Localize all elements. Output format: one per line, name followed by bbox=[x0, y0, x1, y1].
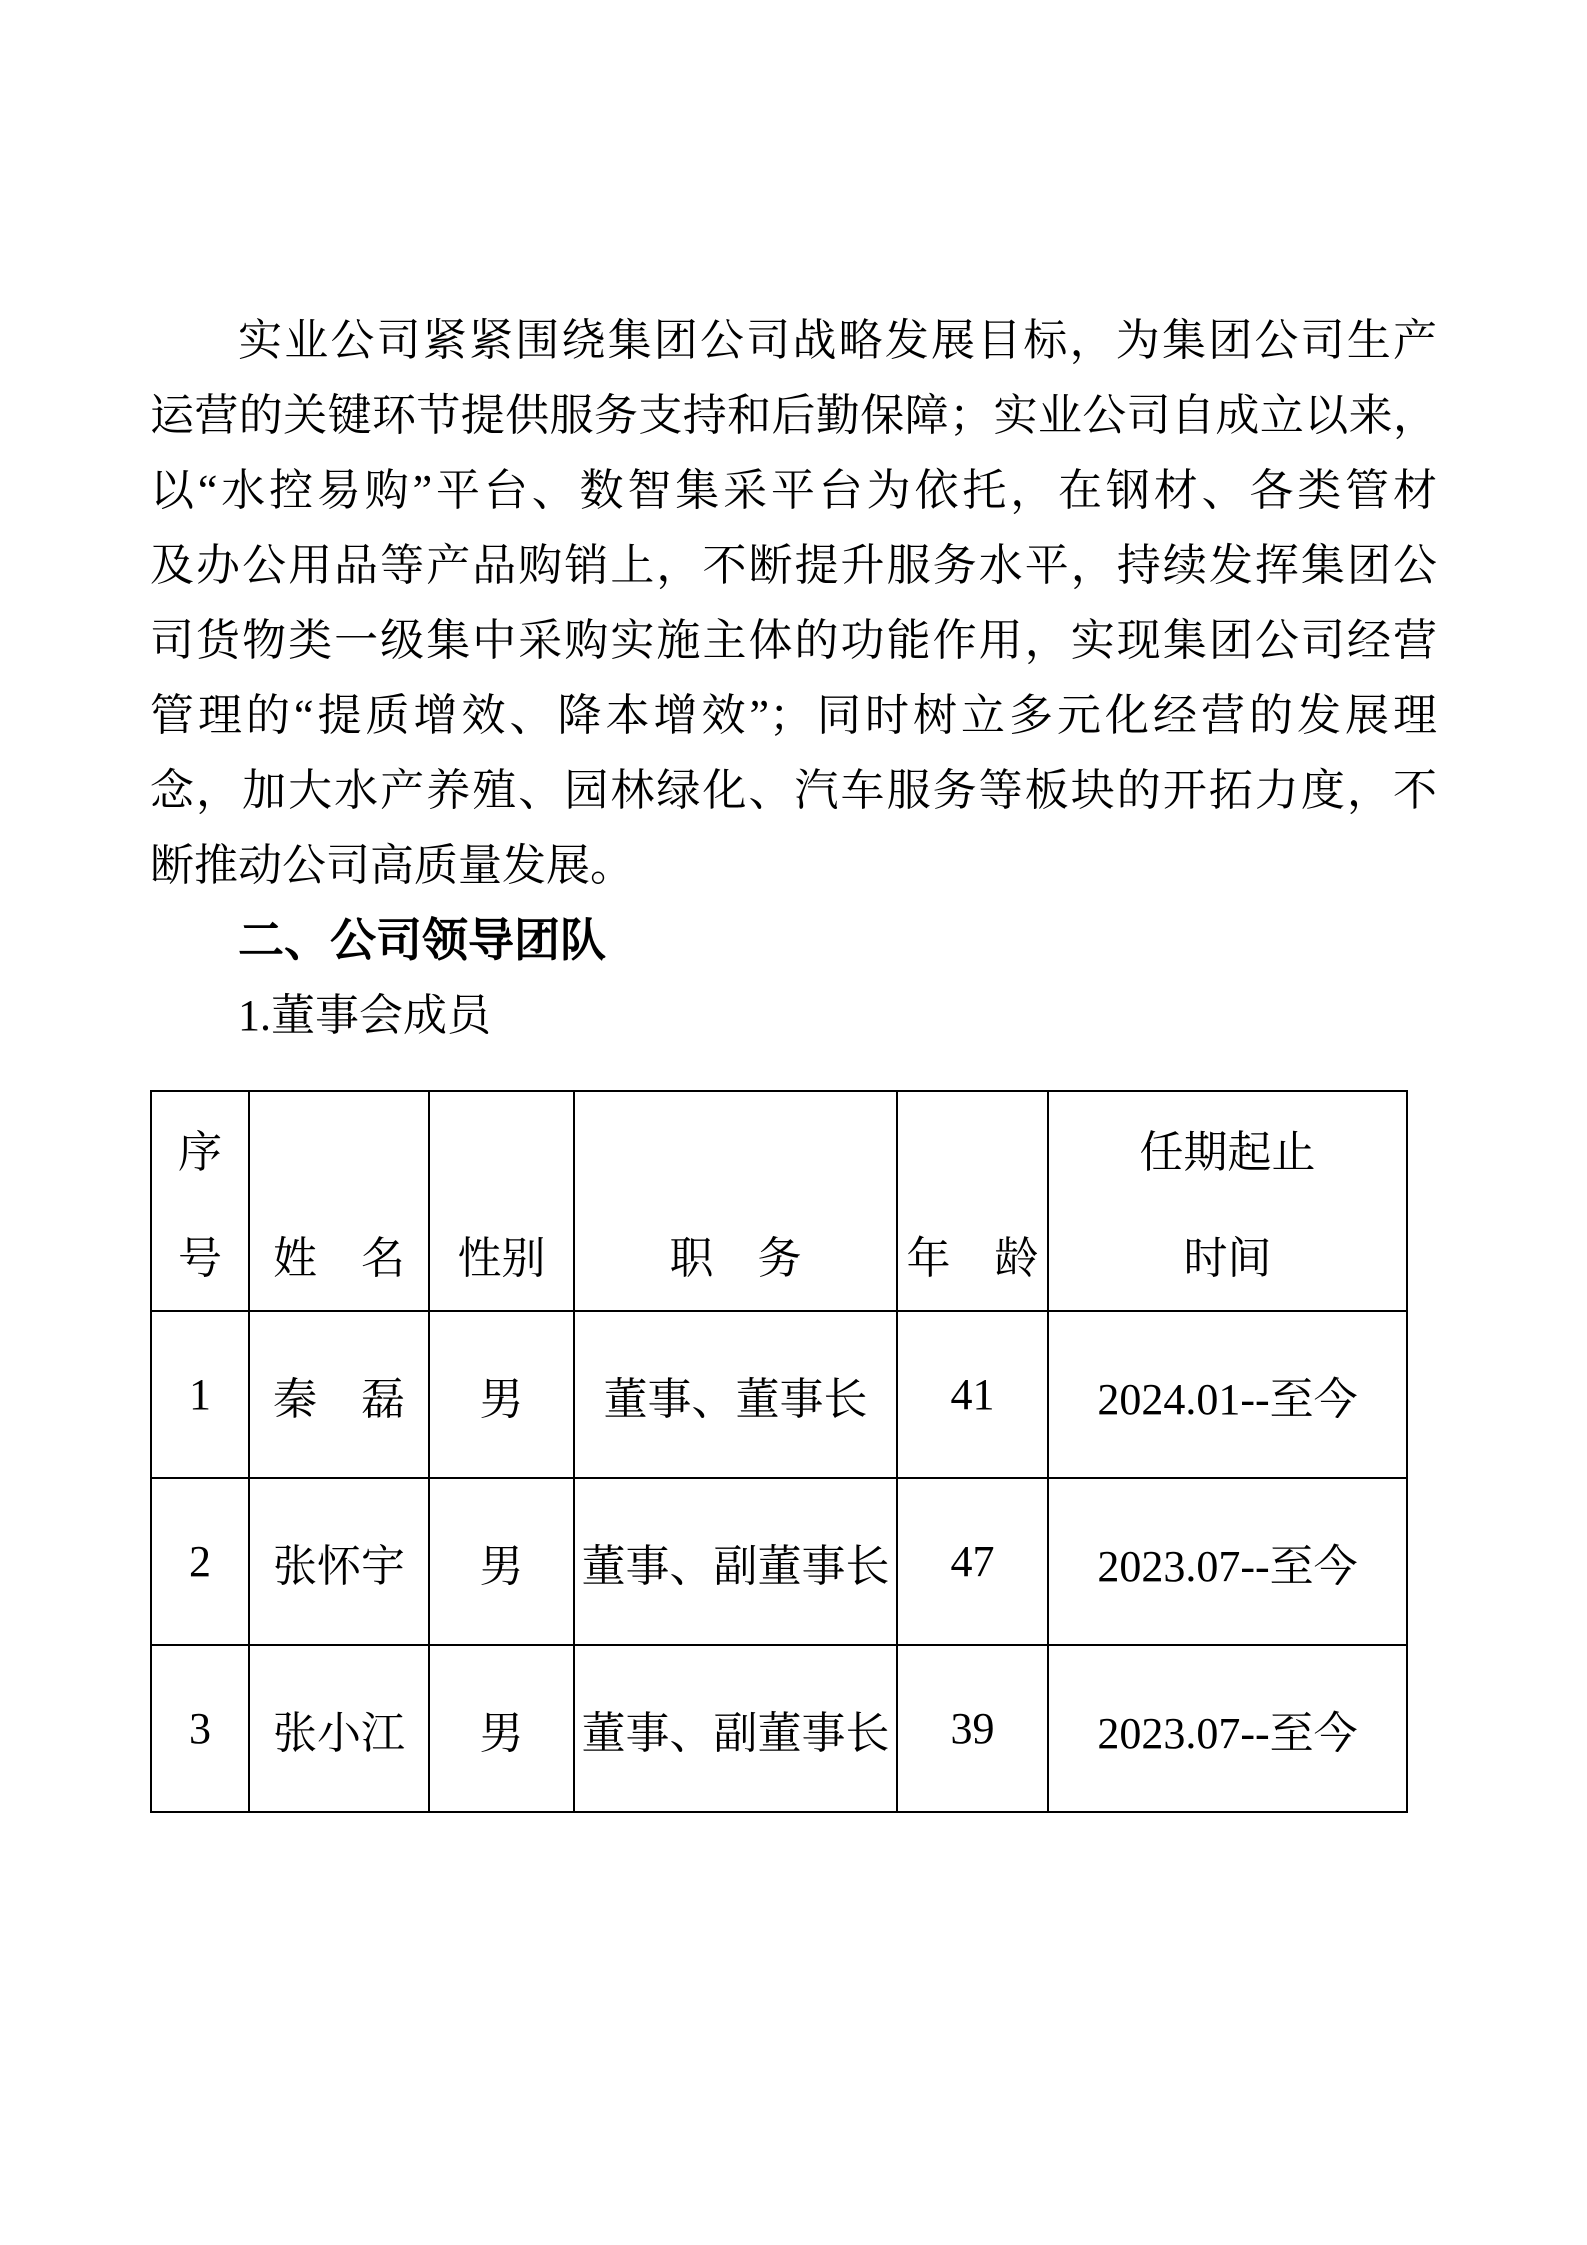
cell-position: 董事、副董事长 bbox=[574, 1645, 897, 1812]
column-header-term bbox=[1048, 1091, 1407, 1311]
paragraph-line: 管理的“提质增效、降本增效”；同时树立多元化经营的发展理 bbox=[150, 691, 1437, 740]
column-header-position bbox=[574, 1091, 897, 1311]
cell-age: 39 bbox=[897, 1645, 1048, 1812]
board-members-table bbox=[150, 1090, 1408, 1813]
column-header-line: 性别 bbox=[457, 1234, 546, 1283]
table-header-row bbox=[151, 1091, 1407, 1311]
cell-term: 2024.01--至今 bbox=[1048, 1311, 1407, 1478]
table-body bbox=[151, 1311, 1407, 1812]
cell-position: 董事、副董事长 bbox=[574, 1478, 897, 1645]
table-header bbox=[151, 1091, 1407, 1311]
table-row bbox=[151, 1311, 1407, 1478]
column-header-line: 号 bbox=[178, 1234, 222, 1283]
column-header-line bbox=[430, 1095, 573, 1201]
column-header-age bbox=[897, 1091, 1048, 1311]
cell-age: 41 bbox=[897, 1311, 1048, 1478]
column-header-line bbox=[898, 1095, 1047, 1201]
column-header-no bbox=[151, 1091, 249, 1311]
column-header-gender bbox=[429, 1091, 574, 1311]
cell-term: 2023.07--至今 bbox=[1048, 1478, 1407, 1645]
cell-no: 3 bbox=[151, 1645, 249, 1812]
paragraph-line: 及办公用品等产品购销上，不断提升服务水平，持续发挥集团公 bbox=[150, 541, 1437, 590]
table-row bbox=[151, 1478, 1407, 1645]
cell-no: 2 bbox=[151, 1478, 249, 1645]
cell-name: 张怀宇 bbox=[249, 1478, 429, 1645]
column-header-line: 序 bbox=[178, 1128, 222, 1177]
paragraph-line: 断推动公司高质量发展。 bbox=[150, 841, 634, 890]
column-header-line bbox=[575, 1095, 896, 1201]
cell-gender: 男 bbox=[429, 1311, 574, 1478]
column-header-line: 职 务 bbox=[669, 1234, 802, 1283]
cell-age: 47 bbox=[897, 1478, 1048, 1645]
column-header-line: 年 龄 bbox=[906, 1234, 1039, 1283]
column-header-line: 任期起止 bbox=[1139, 1128, 1316, 1177]
cell-gender: 男 bbox=[429, 1645, 574, 1812]
column-header-line: 姓 名 bbox=[273, 1234, 405, 1283]
column-header-line bbox=[250, 1095, 428, 1201]
intro-paragraph bbox=[150, 303, 1437, 903]
cell-name: 张小江 bbox=[249, 1645, 429, 1812]
paragraph-line: 运营的关键环节提供服务支持和后勤保障；实业公司自成立以来， bbox=[150, 391, 1437, 440]
cell-name: 秦 磊 bbox=[249, 1311, 429, 1478]
section-heading: 二、公司领导团队 bbox=[238, 914, 606, 966]
cell-position: 董事、董事长 bbox=[574, 1311, 897, 1478]
paragraph-line: 司货物类一级集中采购实施主体的功能作用，实现集团公司经营 bbox=[150, 616, 1437, 665]
column-header-line: 时间 bbox=[1183, 1234, 1272, 1283]
cell-no: 1 bbox=[151, 1311, 249, 1478]
cell-term: 2023.07--至今 bbox=[1048, 1645, 1407, 1812]
cell-gender: 男 bbox=[429, 1478, 574, 1645]
table-row bbox=[151, 1645, 1407, 1812]
subsection-heading: 1.董事会成员 bbox=[238, 991, 491, 1040]
paragraph-line: 实业公司紧紧围绕集团公司战略发展目标，为集团公司生产 bbox=[238, 316, 1437, 365]
paragraph-line: 念，加大水产养殖、园林绿化、汽车服务等板块的开拓力度，不 bbox=[150, 766, 1437, 815]
column-header-name bbox=[249, 1091, 429, 1311]
paragraph-line: 以“水控易购”平台、数智集采平台为依托，在钢材、各类管材 bbox=[150, 466, 1437, 515]
